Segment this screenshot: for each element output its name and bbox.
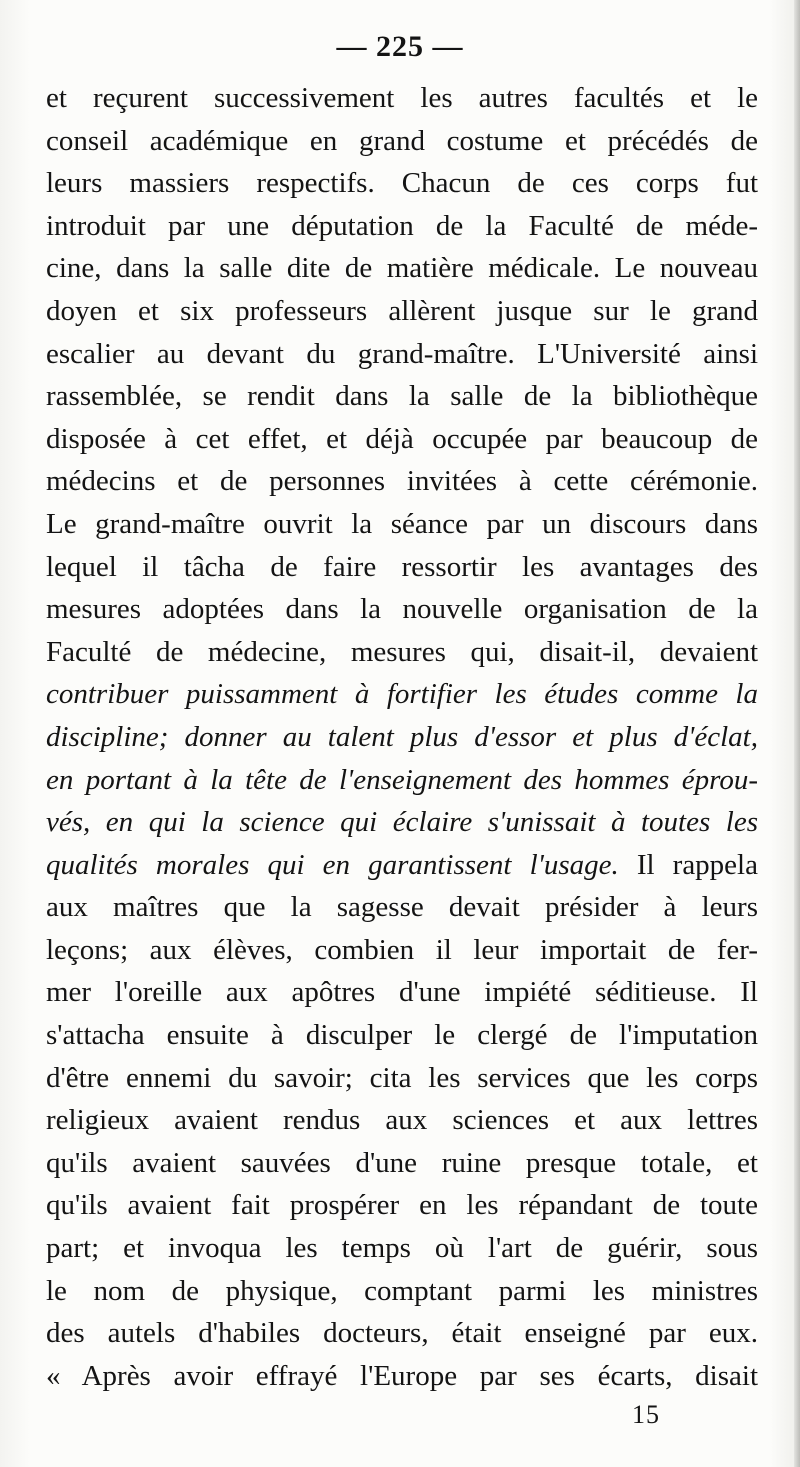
text-line: conseil académique en grand costume et précédés de — [46, 124, 758, 157]
page-number: — 225 — — [336, 30, 464, 63]
italic-quote-segment: qualités morales qui en garantissent l'usage. — [46, 848, 619, 881]
text-line: et reçurent successivement les autres facultés et le — [46, 82, 758, 114]
body-text — [46, 77, 758, 1397]
text-line: religieux avaient rendus aux sciences et aux lettres — [46, 1104, 758, 1137]
text-line — [46, 844, 758, 887]
text-line: escalier au devant du grand-maître. L'Université ainsi — [46, 337, 758, 370]
text-line: vés, en qui la science qui éclaire s'unissait à toutes les — [46, 806, 758, 839]
text-line: des autels d'habiles docteurs, était enseigné par eux. — [46, 1317, 758, 1350]
text-line: médecins et de personnes invitées à cette cérémonie. — [46, 465, 758, 498]
text-line: discipline; donner au talent plus d'essor et plus d'éclat, — [46, 720, 758, 753]
text-line: s'attacha ensuite à disculper le clergé de l'imputation — [46, 1019, 758, 1052]
text-line: contribuer puissamment à fortifier les études comme la — [46, 678, 758, 711]
text-line: qu'ils avaient fait prospérer en les répandant de toute — [46, 1189, 758, 1222]
text-line: « Après avoir effrayé l'Europe par ses écarts, disait — [46, 1359, 758, 1392]
text-line: mesures adoptées dans la nouvelle organisation de la — [46, 593, 758, 626]
text-line: en portant à la tête de l'enseignement des hommes éprou- — [46, 763, 758, 796]
text-line: Le grand-maître ouvrit la séance par un discours dans — [46, 507, 758, 540]
page-edge-shadow — [794, 0, 800, 1467]
text-line: leçons; aux élèves, combien il leur importait de fer- — [46, 933, 758, 966]
text-line: rassemblée, se rendit dans la salle de la bibliothèque — [46, 380, 758, 413]
text-line: aux maîtres que la sagesse devait présider à leurs — [46, 891, 758, 924]
text-line: leurs massiers respectifs. Chacun de ces corps fut — [46, 167, 758, 200]
roman-segment: Il rappela — [618, 848, 758, 881]
text-line: le nom de physique, comptant parmi les ministres — [46, 1274, 758, 1307]
text-line: Faculté de médecine, mesures qui, disait-il, devaient — [46, 635, 758, 668]
text-line: qu'ils avaient sauvées d'une ruine presque totale, et — [46, 1146, 758, 1179]
text-line: doyen et six professeurs allèrent jusque sur le grand — [46, 294, 758, 327]
text-line: introduit par une députation de la Faculté de méde- — [46, 209, 758, 242]
text-line: part; et invoqua les temps où l'art de guérir, sous — [46, 1232, 758, 1265]
signature-mark: 15 — [632, 1400, 660, 1429]
text-line: disposée à cet effet, et déjà occupée par beaucoup de — [46, 422, 758, 455]
text-line: mer l'oreille aux apôtres d'une impiété séditieuse. Il — [46, 976, 758, 1009]
text-line: cine, dans la salle dite de matière médicale. Le nouveau — [46, 252, 758, 285]
text-line: lequel il tâcha de faire ressortir les avantages des — [46, 550, 758, 583]
text-line: d'être ennemi du savoir; cita les services que les corps — [46, 1061, 758, 1094]
